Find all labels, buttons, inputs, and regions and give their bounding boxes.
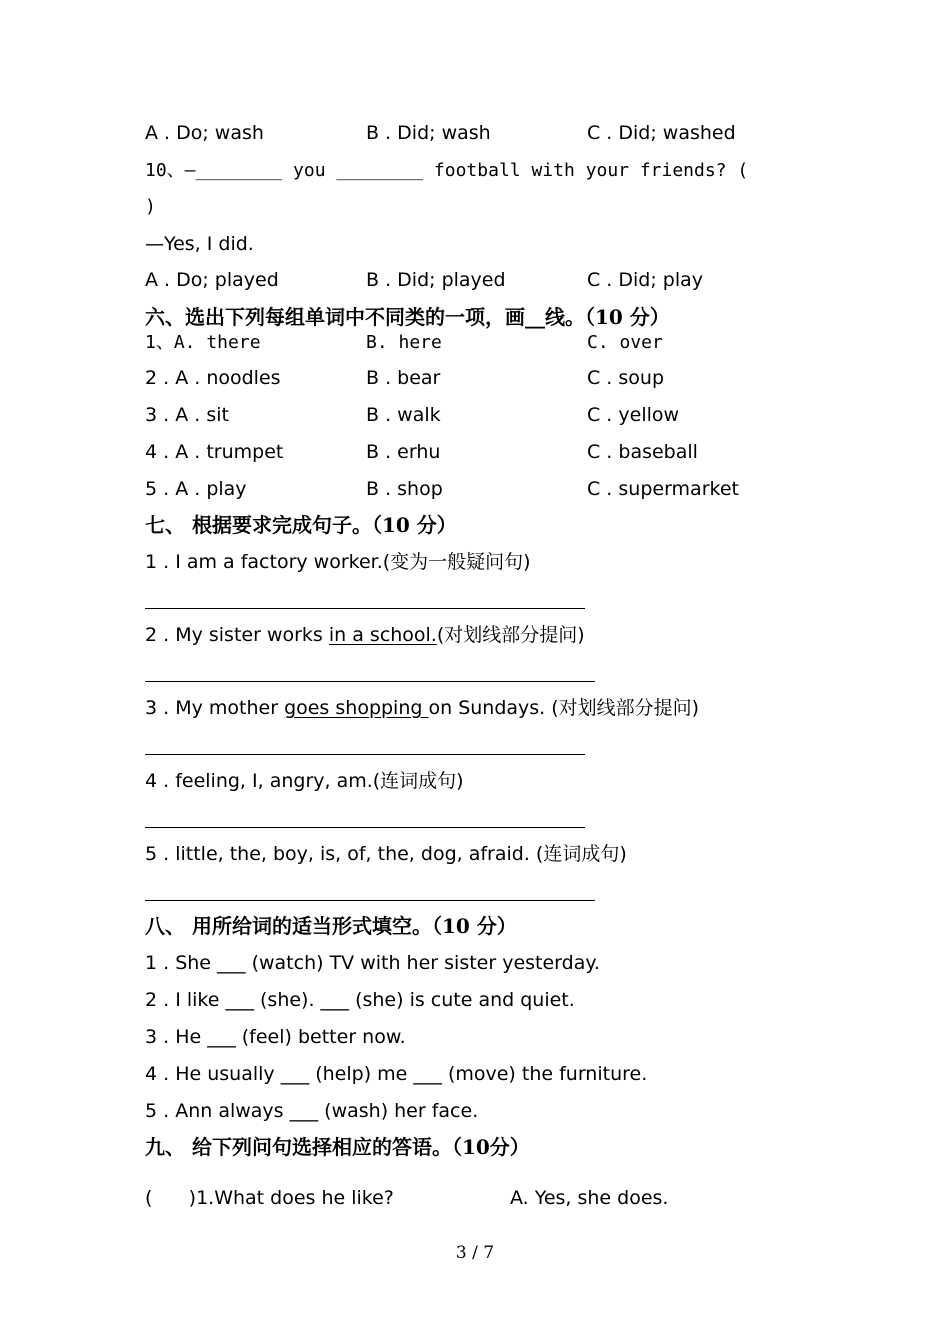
section6-item-3-a: 3 . A . sit bbox=[145, 404, 229, 426]
section9-item-1-answer: A. Yes, she does. bbox=[510, 1187, 669, 1209]
q9-option-a: A . Do; wash bbox=[145, 122, 264, 144]
q10-option-c: C . Did; play bbox=[587, 269, 704, 291]
section6-item-2-c: C . soup bbox=[587, 367, 665, 389]
answer-line-2[interactable] bbox=[145, 681, 595, 682]
section6-item-5-a: 5 . A . play bbox=[145, 478, 247, 500]
answer-line-4[interactable] bbox=[145, 827, 585, 828]
answer-line-5[interactable] bbox=[145, 900, 595, 901]
section6-heading-pre: 六、选出下列每组单词中不同类的一项，画 bbox=[145, 305, 525, 329]
section8-item-2: 2 . I like ___ (she). ___ (she) is cute and quiet. bbox=[145, 989, 575, 1011]
section7-item-3 bbox=[145, 696, 699, 720]
section9-item-1-question: ( )1.What does he like? bbox=[145, 1187, 394, 1209]
q10-paren-close: ) bbox=[145, 196, 156, 217]
section7-item-4 bbox=[145, 769, 464, 793]
section6-heading-post: 线。（10 分） bbox=[545, 305, 670, 329]
page-number: 3 / 7 bbox=[455, 1243, 495, 1263]
section7-heading: 七、 根据要求完成句子。（10 分） bbox=[145, 513, 457, 537]
q10-answer: —Yes, I did. bbox=[145, 233, 254, 255]
section8-item-3: 3 . He ___ (feel) better now. bbox=[145, 1026, 406, 1048]
section7-item-5 bbox=[145, 842, 627, 866]
section6-heading bbox=[145, 304, 670, 330]
section6-item-2-b: B . bear bbox=[366, 367, 441, 389]
section7-item-3-text: 3 . My mother bbox=[145, 697, 285, 719]
section9-heading: 九、 给下列问句选择相应的答语。（10分） bbox=[145, 1135, 530, 1159]
answer-line-3[interactable] bbox=[145, 754, 585, 755]
section7-item-1-text: 1 . I am a factory worker.(变为一般疑问句) bbox=[145, 551, 531, 573]
section6-item-1-b: B. here bbox=[366, 332, 442, 353]
section7-item-1 bbox=[145, 550, 531, 574]
q9-option-c: C . Did; washed bbox=[587, 122, 736, 144]
section7-item-3-underlined: goes shopping bbox=[284, 697, 429, 719]
section8-item-4: 4 . He usually ___ (help) me ___ (move) the furniture. bbox=[145, 1063, 648, 1085]
section6-item-4-c: C . baseball bbox=[587, 441, 698, 463]
section6-item-1-c: C. over bbox=[587, 332, 663, 353]
q9-option-b: B . Did; wash bbox=[366, 122, 491, 144]
section6-item-1-a: 1、A. there bbox=[145, 332, 261, 353]
q10-option-b: B . Did; played bbox=[366, 269, 506, 291]
section7-item-2-text: 2 . My sister works bbox=[145, 624, 329, 646]
section6-heading-blank: __ bbox=[525, 305, 545, 329]
section6-item-4-a: 4 . A . trumpet bbox=[145, 441, 284, 463]
section7-item-2 bbox=[145, 623, 585, 647]
section6-item-5-b: B . shop bbox=[366, 478, 443, 500]
section7-item-2-underlined: in a school. bbox=[328, 624, 437, 646]
section7-item-3-instruction: on Sundays. (对划线部分提问) bbox=[428, 697, 700, 719]
section6-item-4-b: B . erhu bbox=[366, 441, 441, 463]
section6-item-2-a: 2 . A . noodles bbox=[145, 367, 281, 389]
section7-item-2-instruction: (对划线部分提问) bbox=[436, 624, 585, 646]
section8-item-1: 1 . She ___ (watch) TV with her sister yesterday. bbox=[145, 952, 600, 974]
section8-heading: 八、 用所给词的适当形式填空。（10 分） bbox=[145, 914, 517, 938]
section6-item-3-b: B . walk bbox=[366, 404, 441, 426]
q10-option-a: A . Do; played bbox=[145, 269, 279, 291]
section7-item-4-text: 4 . feeling, I, angry, am.(连词成句) bbox=[145, 770, 464, 792]
answer-line-1[interactable] bbox=[145, 608, 585, 609]
section6-item-5-c: C . supermarket bbox=[587, 478, 739, 500]
section7-item-5-text: 5 . little, the, boy, is, of, the, dog, afraid. (连词成句) bbox=[145, 843, 627, 865]
section6-item-3-c: C . yellow bbox=[587, 404, 680, 426]
section8-item-5: 5 . Ann always ___ (wash) her face. bbox=[145, 1100, 479, 1122]
q10-stem: 10、—________ you ________ football with your friends? ( bbox=[145, 160, 749, 181]
